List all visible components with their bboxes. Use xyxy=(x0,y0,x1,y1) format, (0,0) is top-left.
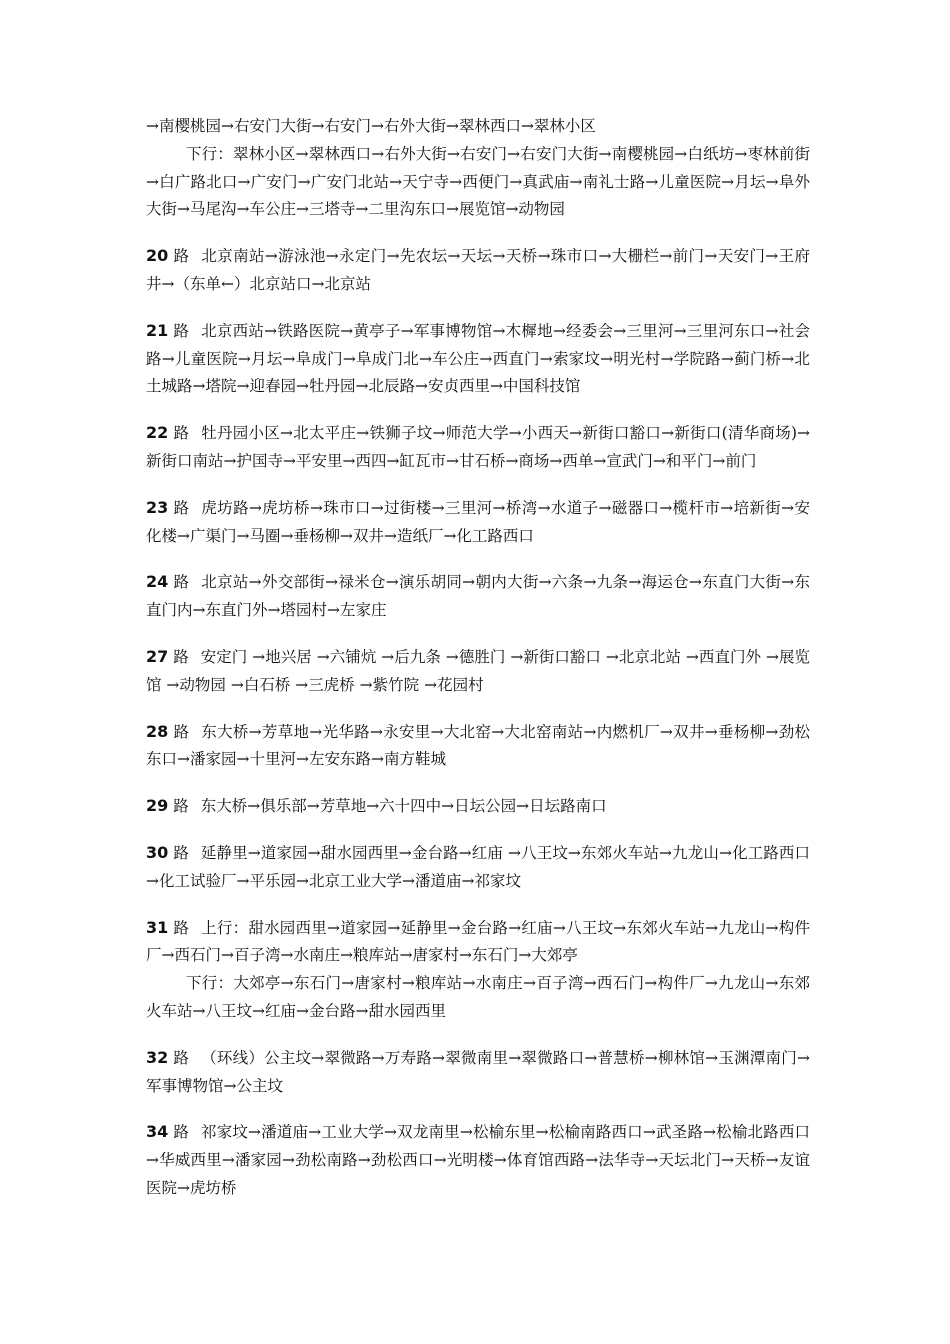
route-suffix: 路 xyxy=(173,797,189,816)
route-number: 20 xyxy=(146,246,169,266)
route-number: 27 xyxy=(146,646,169,666)
route-stops: 延静里→道家园→甜水园西里→金台路→红庙 →八王坟→东郊火车站→九龙山→化工路西口→化工试验厂→平乐园→北京工业大学→潘道庙→祁家坟 xyxy=(146,843,810,890)
route-stops: 北京站→外交部街→禄米仓→演乐胡同→朝内大街→六条→九条→海运仓→东直门大街→东直门内→东直门外→塔园村→左家庄 xyxy=(146,573,810,620)
route-number: 28 xyxy=(146,721,169,741)
route-stops: （环线）公主坟→翠微路→万寿路→翠微南里→翠微路口→普慧桥→柳林馆→玉渊潭南门→军事博物馆→公主坟 xyxy=(146,1048,810,1095)
route-34 xyxy=(146,1118,810,1202)
route-suffix: 路 xyxy=(173,498,190,517)
route-stops: 祁家坟→潘道庙→工业大学→双龙南里→松榆东里→松榆南路西口→武圣路→松榆北路西口→华威西里→潘家园→劲松南路→劲松西口→光明楼→体育馆西路→法华寺→天坛北门→天桥→友谊医院→虎坊桥 xyxy=(146,1123,810,1197)
route-20 xyxy=(146,242,810,299)
route-suffix: 路 xyxy=(173,843,189,862)
route-22 xyxy=(146,419,810,476)
route-suffix: 路 xyxy=(173,918,190,937)
route-stops: 牡丹园小区→北太平庄→铁狮子坟→师范大学→小西天→新街口豁口→新街口(清华商场)→新街口南站→护国寺→平安里→西四→缸瓦市→甘石桥→商场→西单→宣武门→和平门→前门 xyxy=(146,424,810,470)
route-suffix: 路 xyxy=(173,1048,190,1067)
route-21 xyxy=(146,317,810,401)
route-suffix: 路 xyxy=(173,722,190,741)
route-stops-down: 下行：大郊亭→东石门→唐家村→粮库站→水南庄→百子湾→西石门→构件厂→九龙山→东郊火车站→八王坟→红庙→金台路→甜水园西里 xyxy=(146,974,810,1020)
route-stops: 安定门 →地兴居 →六铺炕 →后九条 →德胜门 →新街口豁口 →北京北站 →西直门外 →展览馆 →动物园 →白石桥 →三虎桥 →紫竹院 →花园村 xyxy=(146,647,810,694)
route-suffix: 路 xyxy=(173,424,190,443)
route-stops: 北京西站→铁路医院→黄亭子→军事博物馆→木樨地→经委会→三里河→三里河东口→社会路→儿童医院→月坛→阜成门→阜成门北→车公庄→西直门→索家坟→明光村→学院路→蓟门桥→北土城路→塔院→迎春园→牡丹园→北辰路→安贞西里→中国科技馆 xyxy=(146,321,810,396)
route-number: 30 xyxy=(146,842,169,862)
route-19-down: 下行：翠林小区→翠林西口→右外大街→右安门→右安门大街→南樱桃园→白纸坊→枣林前街→白广路北口→广安门→广安门北站→天宁寺→西便门→真武庙→南礼士路→儿童医院→月坛→阜外大街→马尾沟→车公庄→三塔寺→二里沟东口→展览馆→动物园 xyxy=(146,144,810,219)
route-28 xyxy=(146,718,810,775)
route-number: 24 xyxy=(146,572,169,592)
route-list xyxy=(146,113,810,1221)
route-suffix: 路 xyxy=(173,1123,190,1142)
route-number: 21 xyxy=(146,320,169,340)
route-31 xyxy=(146,914,810,1026)
route-23 xyxy=(146,494,810,551)
route-19-continued xyxy=(146,113,810,224)
route-suffix: 路 xyxy=(173,321,190,340)
route-24 xyxy=(146,568,810,625)
route-19-up-tail: →南樱桃园→右安门大街→右安门→右外大街→翠林西口→翠林小区 xyxy=(146,117,596,135)
route-suffix: 路 xyxy=(173,573,190,592)
route-stops: 虎坊路→虎坊桥→珠市口→过街楼→三里河→桥湾→水道子→磁器口→榄杆市→培新街→安化楼→广渠门→马圈→垂杨柳→双井→造纸厂→化工路西口 xyxy=(146,498,810,545)
route-number: 31 xyxy=(146,917,169,937)
route-stops: 东大桥→芳草地→光华路→永安里→大北窑→大北窑南站→内燃机厂→双井→垂杨柳→劲松东口→潘家园→十里河→左安东路→南方鞋城 xyxy=(146,722,810,769)
route-suffix: 路 xyxy=(173,647,189,666)
route-stops-up: 上行：甜水园西里→道家园→延静里→金台路→红庙→八王坟→东郊火车站→九龙山→构件厂→西石门→百子湾→水南庄→粮库站→唐家村→东石门→大郊亭 xyxy=(146,918,810,965)
route-30 xyxy=(146,839,810,896)
route-number: 23 xyxy=(146,497,169,517)
route-number: 32 xyxy=(146,1047,169,1067)
route-stops: 北京南站→游泳池→永定门→先农坛→天坛→天桥→珠市口→大栅栏→前门→天安门→王府井→（东单←）北京站口→北京站 xyxy=(146,247,810,293)
route-stops: 东大桥→俱乐部→芳草地→六十四中→日坛公园→日坛路南口 xyxy=(200,797,607,816)
route-29 xyxy=(146,792,810,821)
route-number: 34 xyxy=(146,1122,169,1142)
route-32 xyxy=(146,1044,810,1101)
route-27 xyxy=(146,643,810,700)
route-number: 22 xyxy=(146,423,169,443)
route-suffix: 路 xyxy=(173,247,190,266)
route-number: 29 xyxy=(146,796,169,816)
